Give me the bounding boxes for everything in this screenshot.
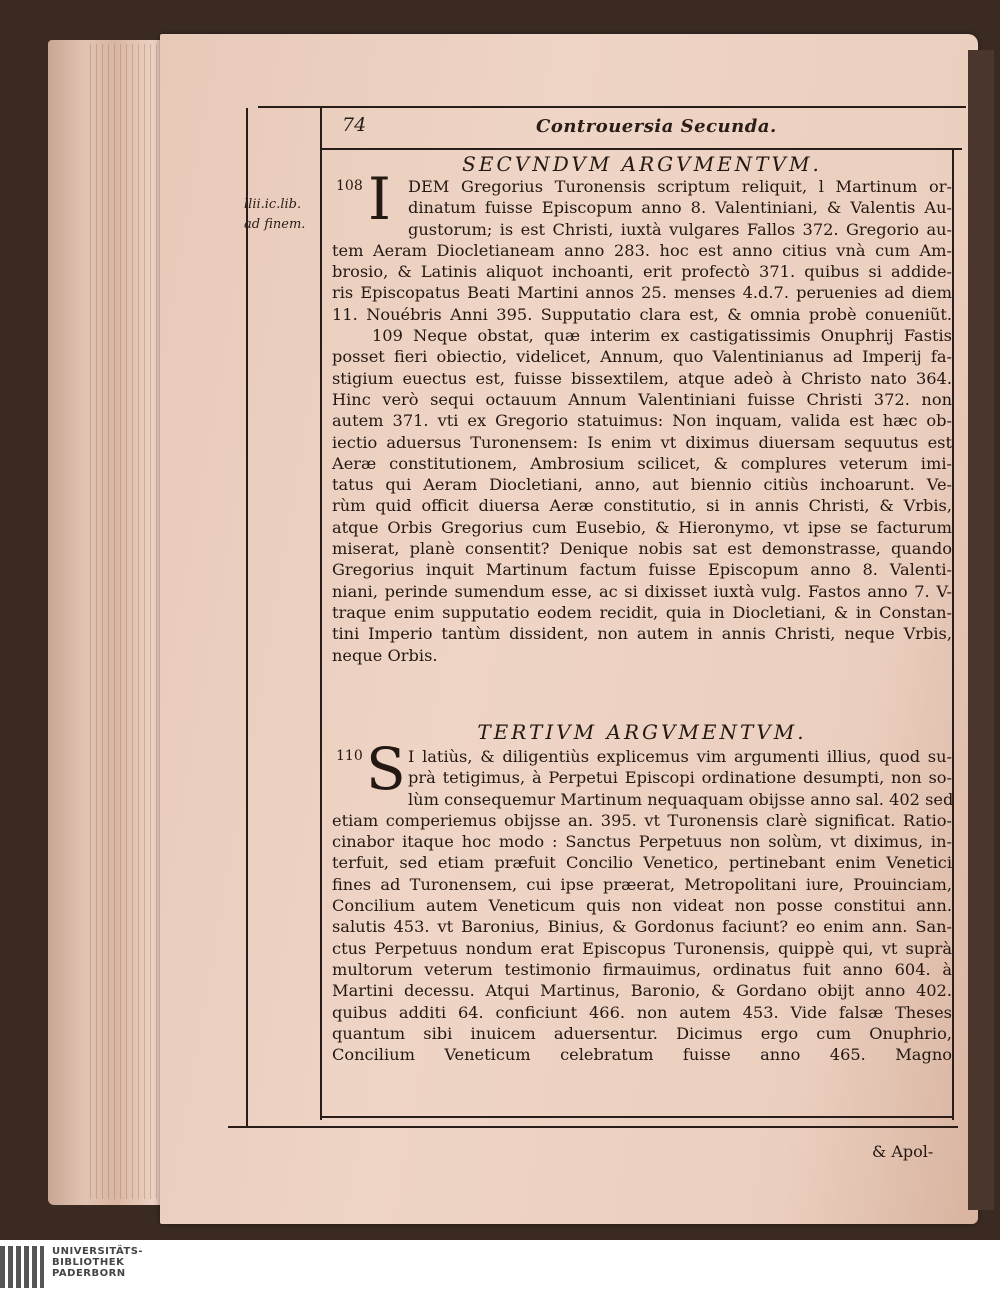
text-line: brosio, & Latinis aliquot inchoanti, erit profectò 371. quibus si addide- bbox=[332, 262, 952, 282]
frame-right-rule bbox=[952, 148, 954, 1120]
text-line: ris Episcopatus Beati Martini annos 25. menses 4.d.7. peruenies ad diem bbox=[332, 283, 952, 303]
text-line: etiam comperiemus obijsse an. 395. vt Turonensis clarè significat. Ratio- bbox=[332, 810, 952, 830]
library-logo-icon bbox=[0, 1246, 46, 1288]
margin-note-line: ad finem. bbox=[244, 217, 306, 232]
text-line: Hinc verò sequi octauum Annum Valentiniani fuisse Christi 372. non bbox=[332, 389, 952, 409]
section1-body bbox=[332, 176, 952, 666]
text-line: 109 Neque obstat, quæ interim ex castigatissimis Onuphrij Fastis bbox=[372, 326, 952, 346]
text-line: salutis 453. vt Baronius, Binius, & Gordonus faciunt? eo enim ann. San- bbox=[332, 917, 952, 937]
text-line: tatus qui Aeram Diocletiani, anno, aut biennio citiùs inchoarunt. Ve- bbox=[332, 475, 952, 495]
text-line: quibus additi 64. conficiunt 466. non autem 453. Vide falsæ Theses bbox=[332, 1002, 952, 1022]
drop-cap: I bbox=[368, 165, 391, 233]
text-line: fines ad Turonensem, cui ipse præerat, Metropolitani iure, Prouinciam, bbox=[332, 874, 952, 894]
text-line: posset fieri obiectio, videlicet, Annum, quo Valentinianus ad Imperij fa- bbox=[332, 347, 952, 367]
text-line: iectio aduersus Turonensem: Is enim vt diximus diuersam sequutus est bbox=[332, 432, 952, 452]
text-line: niani, perinde sumendum esse, ac si dixisset iuxtà vulg. Fastos anno 7. V- bbox=[332, 581, 952, 601]
text-line: terfuit, sed etiam præfuit Concilio Venetico, pertinebant enim Venetici bbox=[332, 853, 952, 873]
text-line: ctus Perpetuus nondum erat Episcopus Turonensis, quippè qui, vt suprà bbox=[332, 938, 952, 958]
text-line: stigium euectus est, fuisse bissextilem, atque adeò à Christo nato 364. bbox=[332, 368, 952, 388]
frame-left-rule bbox=[246, 108, 248, 1126]
text-line: autem 371. vti ex Gregorio statuimus: Non inquam, valida est hæc ob- bbox=[332, 411, 952, 431]
page-number: 74 bbox=[342, 114, 367, 136]
drop-cap: S bbox=[366, 735, 406, 803]
section-heading-secundum: SECVNDVM ARGVMENTVM. bbox=[462, 152, 822, 176]
text-line: I latiùs, & diligentiùs explicemus vim argumenti illius, quod su- bbox=[408, 747, 952, 766]
text-line: atque Orbis Gregorius cum Eusebio, & Hieronymo, vt ipse se facturum bbox=[332, 517, 952, 537]
binding-edge bbox=[968, 50, 994, 1210]
text-line: dinatum fuisse Episcopum anno 8. Valentiniani, & Valentis Au- bbox=[408, 198, 952, 218]
margin-rule bbox=[320, 108, 322, 1120]
text-line: miserat, planè consentit? Denique nobis sat est demonstrasse, quando bbox=[332, 539, 952, 559]
library-name-line: BIBLIOTHEK bbox=[52, 1257, 125, 1268]
running-title: Controuersia Secunda. bbox=[536, 116, 777, 137]
text-line: Concilium autem Veneticum quis non videat non posse constitui ann. bbox=[332, 896, 952, 916]
text-line: tem Aeram Diocletianeam anno 283. hoc est anno citius vnà cum Am- bbox=[332, 240, 952, 260]
text-line: Martini decessu. Atqui Martinus, Baronio, & Gordano obijt anno 402. bbox=[332, 981, 952, 1001]
paragraph-number: 108 bbox=[336, 178, 363, 194]
library-name-line: UNIVERSITÄTS- bbox=[52, 1246, 144, 1257]
text-line: Gregorius inquit Martinum factum fuisse Episcopum anno 8. Valenti- bbox=[332, 560, 952, 580]
frame-bottom-rule bbox=[322, 1116, 952, 1118]
text-line: traque enim supputatio eodem recidit, quia in Diocletiani, & in Constan- bbox=[332, 602, 952, 622]
text-line: lùm consequemur Martinum nequaquam obijsse anno sal. 402 sed bbox=[408, 789, 954, 809]
library-name bbox=[52, 1246, 143, 1279]
text-line: gustorum; is est Christi, iuxtà vulgares Fallos 372. Gregorio au- bbox=[408, 219, 952, 239]
section2-body bbox=[332, 746, 952, 1065]
catchword: & Apol- bbox=[872, 1142, 934, 1161]
text-line: neque Orbis. bbox=[332, 645, 438, 665]
margin-note-line: llii.ic.lib. bbox=[244, 197, 302, 212]
frame-top-rule bbox=[258, 106, 966, 108]
section-heading-tertium: TERTIVM ARGVMENTVM. bbox=[477, 720, 807, 744]
text-line: Aeræ constitutionem, Ambrosium scilicet, & complures veterum imi- bbox=[332, 453, 952, 473]
header-rule bbox=[322, 148, 962, 150]
text-line: Concilium Veneticum celebratum fuisse anno 465. Magno bbox=[332, 1045, 952, 1065]
library-footer bbox=[0, 1240, 1000, 1294]
page-header bbox=[336, 112, 956, 142]
text-line: multorum veterum testimonio firmauimus, ordinatus fuit anno 604. à bbox=[332, 959, 952, 979]
text-line: 11. Nouébris Anni 395. Supputatio clara est, & omnia probè conueniũt. bbox=[332, 304, 952, 324]
paragraph-number: 110 bbox=[336, 748, 363, 764]
text-line: tini Imperio tantùm dissident, non autem in annis Christi, neque Vrbis, bbox=[332, 624, 952, 644]
text-line: prà tetigimus, à Perpetui Episcopi ordinatione desumpti, non so- bbox=[408, 768, 952, 788]
text-line: DEM Gregorius Turonensis scriptum reliquit, l Martinum or- bbox=[408, 177, 952, 196]
text-line: cinabor itaque hoc modo : Sanctus Perpetuus non solùm, vt diximus, in- bbox=[332, 832, 952, 852]
library-name-line: PADERBORN bbox=[52, 1268, 126, 1279]
text-line: rùm quid officit diuersa Aeræ constitutio, si in annis Christi, & Vrbis, bbox=[332, 496, 952, 516]
margin-note bbox=[244, 195, 318, 235]
frame-outer-bottom-rule bbox=[228, 1126, 958, 1128]
text-line: quantum sibi inuicem aduersentur. Dicimus ergo cum Onuphrio, bbox=[332, 1023, 952, 1043]
